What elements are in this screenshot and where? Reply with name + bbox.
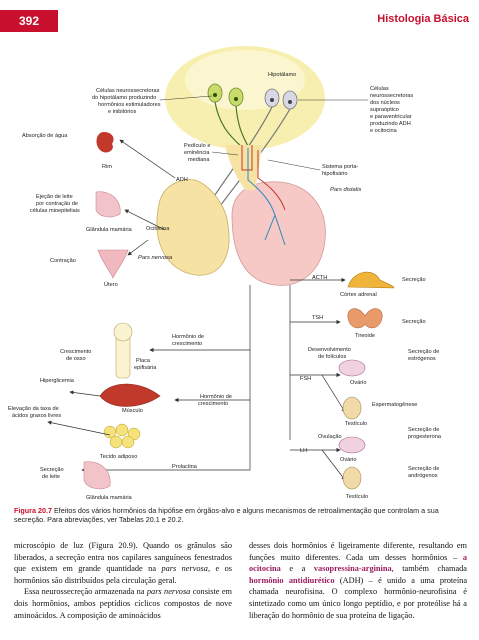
svg-text:Pedículo e: Pedículo e <box>184 143 211 149</box>
mammary-gland-drawing-1 <box>96 192 120 217</box>
body-left-column <box>14 540 232 621</box>
label-absorcao-agua: Absorção de água <box>22 133 68 139</box>
body-paragraph: Essa neurossecreção armazenada na pars nervosa consiste em dois hormônios, ambos peptídios cíclicos compostos de nove aminoácidos. A composição de aminoácidos <box>14 587 232 620</box>
figure-caption <box>14 506 466 524</box>
label-ovario-1: Ovário <box>350 380 367 386</box>
label-espermatogenese: Espermatogênese <box>372 402 418 408</box>
label-ovario-2: Ovário <box>340 457 357 463</box>
label-cortex-adrenal: Córtex adrenal <box>340 292 377 298</box>
uterus-drawing <box>98 250 128 278</box>
svg-text:Hormônio de: Hormônio de <box>200 394 233 400</box>
label-tireoide: Tireoide <box>355 333 376 339</box>
adrenal-drawing <box>348 272 394 288</box>
adipose-drawing <box>104 424 140 448</box>
label-prolactina: Prolactina <box>172 464 197 470</box>
label-hiperglicemia: Hiperglicemia <box>40 378 74 384</box>
label-testiculo-2: Testículo <box>346 494 369 500</box>
label-utero: Útero <box>104 282 118 288</box>
svg-text:Células neurossecretoras: Células neurossecretoras <box>96 88 160 94</box>
svg-text:de osso: de osso <box>66 356 86 362</box>
svg-text:mediana: mediana <box>188 157 210 163</box>
label-fsh: FSH <box>300 376 312 382</box>
svg-text:Secreção de: Secreção de <box>408 466 440 472</box>
body-paragraph: desses dois hormônios é ligeiramente diferente, resultando em funções muito diferentes. Cada um desses hormônios – a ocitocina e a vasopressina-arginina, também chamada hormônio antidiurético (ADH) – é unido a uma proteína chamada neurofisina. O complexo hormônio-neurofisina é sintetizado como um único longo peptídio, e por proteólise há a liberação do hormônio de sua proteína de ligação. <box>249 541 468 620</box>
svg-text:dos núcleos: dos núcleos <box>370 100 400 106</box>
testis-drawing-2 <box>343 467 361 489</box>
label-crescimento-osso <box>60 349 91 362</box>
svg-text:produzindo ADH: produzindo ADH <box>370 121 411 127</box>
svg-text:e inibitórios: e inibitórios <box>108 109 137 115</box>
label-secrecao-estrogenos <box>408 349 439 362</box>
svg-text:de leite: de leite <box>42 474 61 480</box>
svg-text:Sistema porta-: Sistema porta- <box>322 164 359 170</box>
hypophysis-figure <box>0 40 479 502</box>
label-sistema-porta <box>322 164 359 177</box>
ovary-drawing-1 <box>339 360 365 376</box>
svg-text:neurossecretoras: neurossecretoras <box>370 93 414 99</box>
label-hipotalamo: Hipotálamo <box>268 72 297 78</box>
caption-text: Efeitos dos vários hormônios da hipófise em órgãos-alvo e alguns mecanismos de retroalimentação que controlam a sua secreção. Para abreviações, ver Tabelas 20.1 e 20.2. <box>14 506 439 524</box>
label-elevacao <box>8 406 61 419</box>
svg-text:Desenvolvimento: Desenvolvimento <box>308 347 351 353</box>
label-secrecao-leite <box>40 467 64 480</box>
svg-text:Hormônio de: Hormônio de <box>172 334 205 340</box>
svg-text:hormônios estimuladores: hormônios estimuladores <box>98 102 161 108</box>
body-paragraph: microscópio de luz (Figura 20.9). Quando os grânulos são liberados, a secreção entra nos capilares sanguíneos fenestrados que existem em grande quantidade na pars nervosa, e os hormônios são distribuídos pela circulação geral. <box>14 541 232 585</box>
label-cel-neuro-right <box>370 86 413 134</box>
label-tsh: TSH <box>312 315 324 321</box>
mammary-gland-drawing-2 <box>84 462 110 489</box>
svg-text:e ocitocina: e ocitocina <box>370 128 397 134</box>
svg-text:eminência: eminência <box>184 150 210 156</box>
svg-text:crescimento: crescimento <box>172 341 203 347</box>
label-secrecao-progesterona <box>408 427 442 440</box>
label-secrecao-androgenos <box>408 466 439 479</box>
svg-text:Ejeção de leite: Ejeção de leite <box>36 194 73 200</box>
svg-text:Secreção de: Secreção de <box>408 427 440 433</box>
label-adh: ADH <box>176 177 188 183</box>
label-pars-distalis: Pars distalis <box>330 187 362 193</box>
svg-text:células mioepiteliais: células mioepiteliais <box>30 208 80 214</box>
svg-text:de folículos: de folículos <box>318 354 347 360</box>
label-contracao: Contração <box>50 258 76 264</box>
label-hormonio-crescimento-1 <box>172 334 204 347</box>
svg-text:hipofisário: hipofisário <box>322 171 348 177</box>
label-rim: Rim <box>102 164 112 170</box>
label-ejecao <box>30 194 80 214</box>
svg-text:por contração de: por contração de <box>36 201 78 207</box>
label-secrecao-1: Secreção <box>402 277 426 283</box>
kidney-drawing <box>97 132 114 152</box>
page-number: 392 <box>0 10 58 32</box>
label-desenvolvimento <box>308 347 351 360</box>
svg-text:do hipotálamo produzindo: do hipotálamo produzindo <box>92 95 157 101</box>
label-placa-epifisaria <box>134 358 157 371</box>
svg-text:Secreção de: Secreção de <box>408 349 440 355</box>
label-lh: LH <box>300 448 308 454</box>
svg-text:Células: Células <box>370 86 389 92</box>
label-pediculo <box>184 143 210 163</box>
svg-text:ácidos graxos livres: ácidos graxos livres <box>12 413 62 419</box>
label-glandula-mamaria-1: Glândula mamária <box>86 227 132 233</box>
svg-text:Secreção: Secreção <box>40 467 64 473</box>
body-right-column <box>249 540 467 621</box>
label-cel-neuro-left <box>92 88 161 115</box>
label-tecido-adiposo: Tecido adiposo <box>100 454 138 460</box>
svg-text:supraóptico: supraóptico <box>370 107 399 113</box>
svg-text:crescimento: crescimento <box>198 401 229 407</box>
book-title: Histologia Básica <box>377 13 469 25</box>
label-ovulacao: Ovulação <box>318 434 342 440</box>
label-acth: ACTH <box>312 275 328 281</box>
label-ocitocina: Ocitocina <box>146 226 170 232</box>
thyroid-drawing <box>348 309 382 328</box>
testis-drawing-1 <box>343 397 361 419</box>
label-musculo: Músculo <box>122 408 143 414</box>
svg-text:estrógenos: estrógenos <box>408 356 436 362</box>
label-secrecao-2: Secreção <box>402 319 426 325</box>
svg-text:epifisária: epifisária <box>134 365 157 371</box>
label-pars-nervosa: Pars nervosa <box>138 255 173 261</box>
label-testiculo-1: Testículo <box>345 421 368 427</box>
svg-text:Placa: Placa <box>136 358 150 364</box>
svg-text:Crescimento: Crescimento <box>60 349 92 355</box>
svg-text:andrógenos: andrógenos <box>408 473 438 479</box>
svg-text:Elevação da taxa de: Elevação da taxa de <box>8 406 59 412</box>
caption-label: Figura 20.7 <box>14 506 52 515</box>
ovary-drawing-2 <box>339 437 365 453</box>
muscle-drawing <box>100 384 160 407</box>
label-glandula-mamaria-2: Glândula mamária <box>86 495 132 501</box>
svg-text:progesterona: progesterona <box>408 434 441 440</box>
label-hormonio-crescimento-2 <box>198 394 232 407</box>
svg-text:e paraventricular: e paraventricular <box>370 114 412 120</box>
bone-drawing <box>114 323 132 378</box>
